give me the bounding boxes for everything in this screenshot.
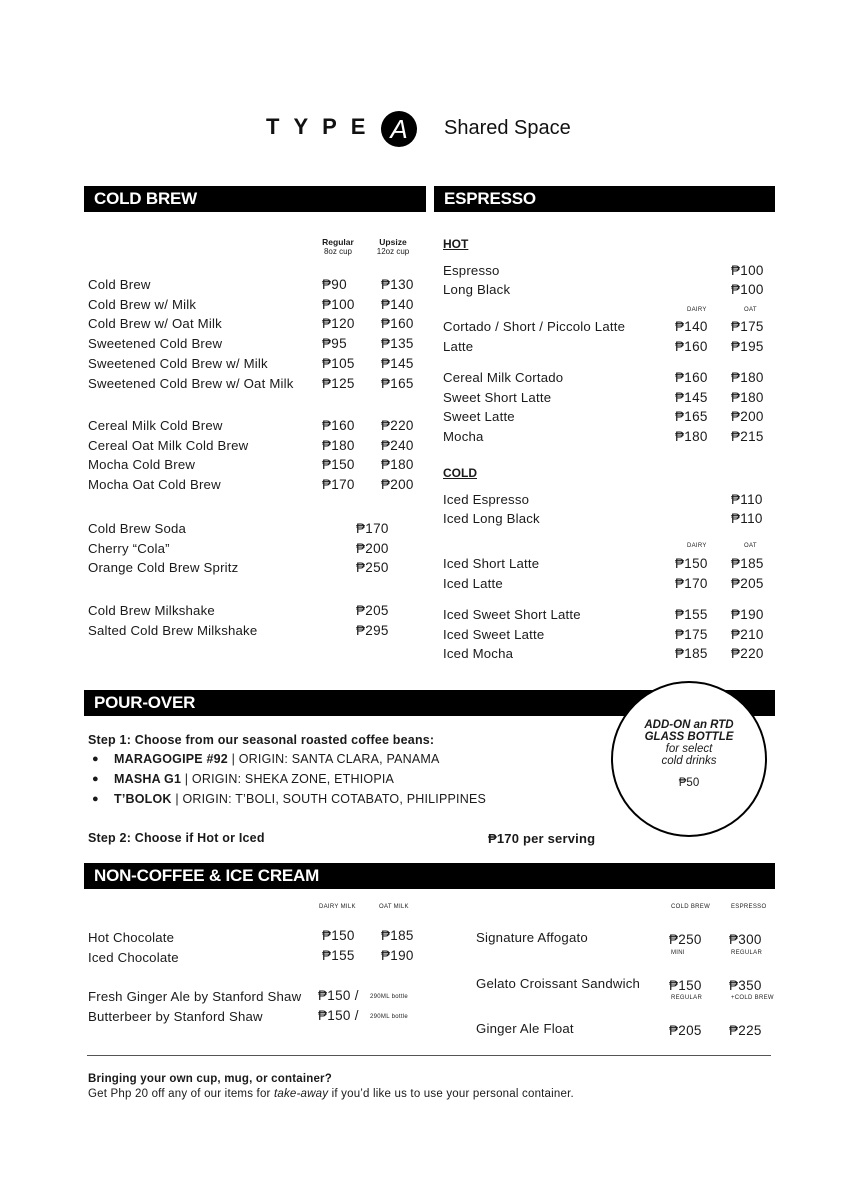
price-dairy: ₱160	[675, 370, 708, 385]
price-oat: ₱195	[731, 338, 764, 354]
price: ₱205	[669, 1023, 702, 1038]
price: ₱110	[731, 492, 763, 507]
menu-item-name: Sweet Short Latte	[443, 389, 552, 405]
price-dairy: ₱145	[675, 389, 708, 405]
bullet-icon: ●	[92, 753, 99, 765]
price-oat: ₱190	[731, 607, 764, 622]
price-oat: ₱185	[381, 928, 414, 943]
price-regular: ₱150	[322, 457, 355, 473]
price-dairy: ₱150	[322, 928, 355, 943]
price-regular: ₱90	[322, 277, 347, 292]
menu-item-name: Iced Short Latte	[443, 556, 540, 571]
price-oat: ₱180	[731, 370, 764, 385]
price-regular: ₱180	[322, 437, 355, 453]
price-dairy: ₱155	[675, 607, 708, 622]
bean-option: MARAGOGIPE #92 | ORIGIN: SANTA CLARA, PANAMA	[114, 752, 440, 766]
price-upsize: ₱130	[381, 277, 414, 292]
addon-price: ₱50	[678, 777, 700, 789]
price: ₱110	[731, 511, 763, 526]
cold-brew-header: COLD BREW	[84, 186, 426, 212]
price-regular: ₱120	[322, 316, 355, 332]
price-regular: ₱170	[322, 477, 355, 493]
col-header: ESPRESSO	[731, 904, 767, 910]
bean-option: MASHA G1 | ORIGIN: SHEKA ZONE, ETHIOPIA	[114, 772, 395, 786]
addon-line1: ADD-ON an RTD	[644, 719, 734, 731]
menu-item-name: Cereal Oat Milk Cold Brew	[88, 437, 249, 453]
price-regular: ₱100	[322, 296, 355, 312]
price-regular: ₱125	[322, 375, 355, 391]
price-regular: ₱95	[322, 336, 347, 352]
menu-item-name: Butterbeer by Stanford Shaw	[88, 1008, 263, 1024]
price-oat: ₱180	[731, 389, 764, 405]
menu-item-name: Cortado / Short / Piccolo Latte	[443, 319, 626, 334]
price-dairy: ₱155	[322, 947, 355, 963]
price-regular: ₱160	[322, 418, 355, 433]
menu-item-name: Sweetened Cold Brew w/ Milk	[88, 355, 268, 371]
bean-option: T’BOLOK | ORIGIN: T’BOLI, SOUTH COTABATO, PHILIPPINES	[114, 792, 487, 806]
step1-text: Step 1: Choose from our seasonal roasted coffee beans:	[88, 733, 435, 747]
menu-item-name: Long Black	[443, 282, 511, 297]
menu-item-name: Iced Sweet Latte	[443, 626, 545, 642]
price: ₱225	[729, 1023, 762, 1038]
menu-item-name: Sweetened Cold Brew w/ Oat Milk	[88, 375, 294, 391]
step2-text: Step 2: Choose if Hot or Iced	[88, 831, 265, 845]
price: ₱100	[731, 282, 764, 297]
menu-item-name: Signature Affogato	[476, 930, 588, 945]
price-upsize: ₱135	[381, 336, 414, 352]
price-oat: ₱185	[731, 556, 764, 571]
menu-item-name: Cold Brew Soda	[88, 521, 187, 536]
menu-item-name: Cold Brew Milkshake	[88, 603, 215, 618]
price-oat: ₱205	[731, 575, 764, 591]
brand-subtitle: Shared Space	[444, 117, 571, 139]
col-oat-header: OAT	[744, 307, 757, 313]
menu-item-name: Orange Cold Brew Spritz	[88, 560, 239, 576]
menu-item-name: Sweetened Cold Brew	[88, 336, 223, 352]
price: ₱150	[669, 977, 702, 993]
bullet-icon: ●	[92, 773, 99, 785]
price-upsize: ₱200	[381, 477, 414, 493]
col-dairy-header: DAIRY	[687, 307, 707, 313]
bottle-size-note: 290ML bottle	[370, 1013, 409, 1020]
footer-offer: Get Php 20 off any of our items for take-away if you’d like us to use your personal container.	[88, 1088, 574, 1100]
price: ₱295	[356, 622, 389, 638]
price: ₱200	[356, 540, 389, 556]
menu-item-name: Iced Latte	[443, 575, 503, 591]
menu-item-name: Salted Cold Brew Milkshake	[88, 622, 258, 638]
col-header: REGULAR	[671, 995, 703, 1001]
col-header: MINI	[671, 949, 685, 956]
price: ₱250	[356, 560, 389, 576]
price: ₱205	[356, 603, 389, 618]
menu-item-name: Cereal Milk Cold Brew	[88, 418, 223, 433]
price-dairy: ₱170	[675, 575, 708, 591]
footer-question: Bringing your own cup, mug, or container?	[88, 1073, 332, 1085]
price: ₱100	[731, 263, 764, 278]
menu-item-name: Latte	[443, 338, 474, 354]
pour-over-price: ₱170 per serving	[488, 831, 596, 846]
cold-subheading: COLD	[443, 466, 477, 480]
price-dairy: ₱165	[675, 409, 708, 425]
menu-item-name: Fresh Ginger Ale by Stanford Shaw	[88, 989, 302, 1004]
bullet-icon: ●	[92, 793, 99, 805]
menu-item-name: Espresso	[443, 263, 500, 278]
addon-line4: cold drinks	[661, 755, 717, 767]
menu-item-name: Iced Sweet Short Latte	[443, 607, 581, 622]
price: ₱350	[729, 977, 762, 993]
pour-over-header: POUR-OVER	[84, 690, 775, 716]
col-header: REGULAR	[731, 949, 763, 956]
menu-item-name: Cold Brew w/ Oat Milk	[88, 316, 222, 332]
menu-item-name: Mocha Oat Cold Brew	[88, 477, 221, 493]
hot-subheading: HOT	[443, 237, 469, 251]
addon-line2: GLASS BOTTLE	[644, 731, 734, 743]
price: ₱170	[356, 521, 389, 536]
addon-line3: for select	[665, 743, 713, 755]
col-regular-header: Regular 8oz cup	[322, 237, 354, 256]
price-upsize: ₱240	[381, 437, 414, 453]
menu-item-name: Mocha Cold Brew	[88, 457, 196, 473]
price-upsize: ₱180	[381, 457, 414, 473]
price-dairy: ₱140	[675, 319, 708, 334]
price: ₱250	[669, 932, 702, 947]
col-upsize-header: Upsize 12oz cup	[376, 237, 410, 256]
col-header: COLD BREW	[671, 904, 711, 910]
menu-item-name: Mocha	[443, 429, 484, 445]
menu-item-name: Iced Chocolate	[88, 949, 179, 965]
menu-item-name: Gelato Croissant Sandwich	[476, 975, 641, 991]
col-oat-milk-header: OAT MILK	[379, 904, 409, 910]
price-oat: ₱190	[381, 947, 414, 963]
price-dairy: ₱180	[675, 429, 708, 445]
menu-item-name: Cereal Milk Cortado	[443, 370, 564, 385]
col-dairy-header: DAIRY	[687, 543, 707, 549]
price-oat: ₱210	[731, 626, 764, 642]
price-upsize: ₱220	[381, 418, 414, 433]
menu-item-name: Cold Brew	[88, 277, 151, 292]
logo-a-circle: A	[381, 111, 417, 147]
price-dairy: ₱175	[675, 626, 708, 642]
col-header: +COLD BREW	[731, 995, 774, 1001]
price: ₱300	[729, 932, 762, 947]
menu-item-name: Iced Long Black	[443, 511, 540, 526]
menu-item-name: Hot Chocolate	[88, 930, 175, 945]
price-dairy: ₱160	[675, 338, 708, 354]
menu-item-name: Cherry “Cola”	[88, 540, 170, 556]
price-oat: ₱200	[731, 409, 764, 425]
col-dairy-milk-header: DAIRY MILK	[319, 904, 356, 910]
footer-divider	[87, 1055, 771, 1056]
price-upsize: ₱160	[381, 316, 414, 332]
price-dairy: ₱150	[675, 556, 708, 571]
price-regular: ₱105	[322, 355, 355, 371]
bottle-size-note: 290ML bottle	[370, 994, 409, 1000]
non-coffee-header: NON-COFFEE & ICE CREAM	[84, 863, 775, 889]
price-oat: ₱220	[731, 646, 764, 662]
col-oat-header: OAT	[744, 543, 757, 549]
menu-item-name: Iced Espresso	[443, 492, 530, 507]
menu-item-name: Iced Mocha	[443, 646, 514, 662]
logo-wordmark: TYPE	[266, 114, 380, 139]
price: ₱150 /	[318, 1007, 359, 1023]
price-dairy: ₱185	[675, 646, 708, 662]
menu-item-name: Ginger Ale Float	[476, 1021, 574, 1036]
price-upsize: ₱140	[381, 296, 414, 312]
price-upsize: ₱165	[381, 375, 414, 391]
espresso-header: ESPRESSO	[434, 186, 775, 212]
price: ₱150 /	[318, 988, 359, 1003]
price-oat: ₱215	[731, 429, 764, 445]
addon-badge	[611, 681, 767, 837]
price-upsize: ₱145	[381, 355, 414, 371]
menu-item-name: Cold Brew w/ Milk	[88, 296, 197, 312]
menu-item-name: Sweet Latte	[443, 409, 515, 425]
price-oat: ₱175	[731, 319, 764, 334]
